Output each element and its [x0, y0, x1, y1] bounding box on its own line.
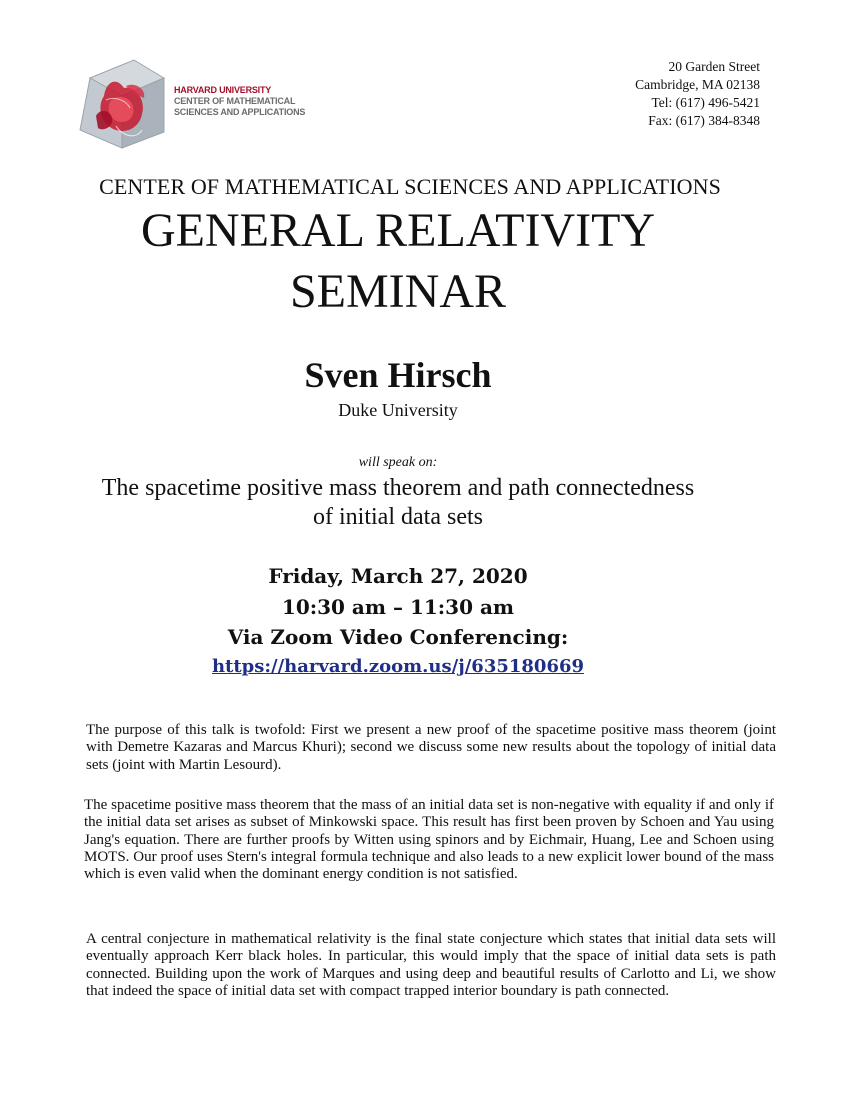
address-street: 20 Garden Street: [668, 59, 760, 74]
zoom-link[interactable]: https://harvard.zoom.us/j/635180669: [211, 656, 585, 677]
cmsa-cube-icon: [76, 56, 172, 152]
logo-line-university: HARVARD UNIVERSITY: [174, 85, 272, 95]
logo-line-center: CENTER OF MATHEMATICAL: [174, 96, 296, 106]
will-speak-label: will speak on:: [358, 455, 438, 470]
talk-date: Friday, March 27, 2020: [268, 564, 528, 588]
address-city: Cambridge, MA 02138: [635, 77, 760, 92]
center-name-heading: CENTER OF MATHEMATICAL SCIENCES AND APPLICATIONS: [99, 174, 721, 199]
address-tel: Tel: (617) 496-5421: [651, 95, 760, 110]
talk-time: 10:30 am – 11:30 am: [281, 595, 515, 619]
address-block: [635, 58, 760, 130]
abstract-paragraph-3: A central conjecture in mathematical relativity is the final state conjecture which states that initial data sets will eventually approach Kerr black holes. In particular, this would imply that the space of initial data sets is path connected. Building upon the work of Marques and using deep and beautiful results of Carlotto and Li, we show that indeed the space of initial data set with compact trapped interior boundary is path connected.: [86, 931, 776, 999]
seminar-title-line1: GENERAL RELATIVITY: [140, 204, 656, 257]
speaker-name: Sven Hirsch: [304, 355, 492, 395]
talk-title-line2: of initial data sets: [313, 504, 483, 530]
logo-line-sciences: SCIENCES AND APPLICATIONS: [174, 107, 306, 117]
speaker-affiliation: Duke University: [338, 400, 458, 420]
seminar-title-line2: SEMINAR: [289, 265, 507, 318]
cmsa-logo: [76, 56, 306, 152]
address-fax: Fax: (617) 384-8348: [648, 113, 760, 128]
talk-title: [40, 474, 756, 532]
talk-title-line1: The spacetime positive mass theorem and path connectedness: [101, 475, 695, 501]
abstract-paragraph-2: The spacetime positive mass theorem that the mass of an initial data set is non-negative with equality if and only if the initial data set arises as subset of Minkowski space. This result has first been proven by Schoen and Yau using Jang's equation. There are further proofs by Witten using spinors and by Eichmair, Huang, Lee and Schoen using MOTS. Our proof uses Stern's integral formula technique and also leads to a new explicit lower bound of the mass which is even valid when the dominant energy condition is not satisfied.: [84, 797, 774, 883]
abstract-paragraph-1: The purpose of this talk is twofold: First we present a new proof of the spacetime positive mass theorem (joint with Demetre Kazaras and Marcus Khuri); second we discuss some new results about the topology of initial data sets (joint with Martin Lesourd).: [86, 722, 776, 773]
talk-venue: Via Zoom Video Conferencing:: [227, 625, 569, 649]
